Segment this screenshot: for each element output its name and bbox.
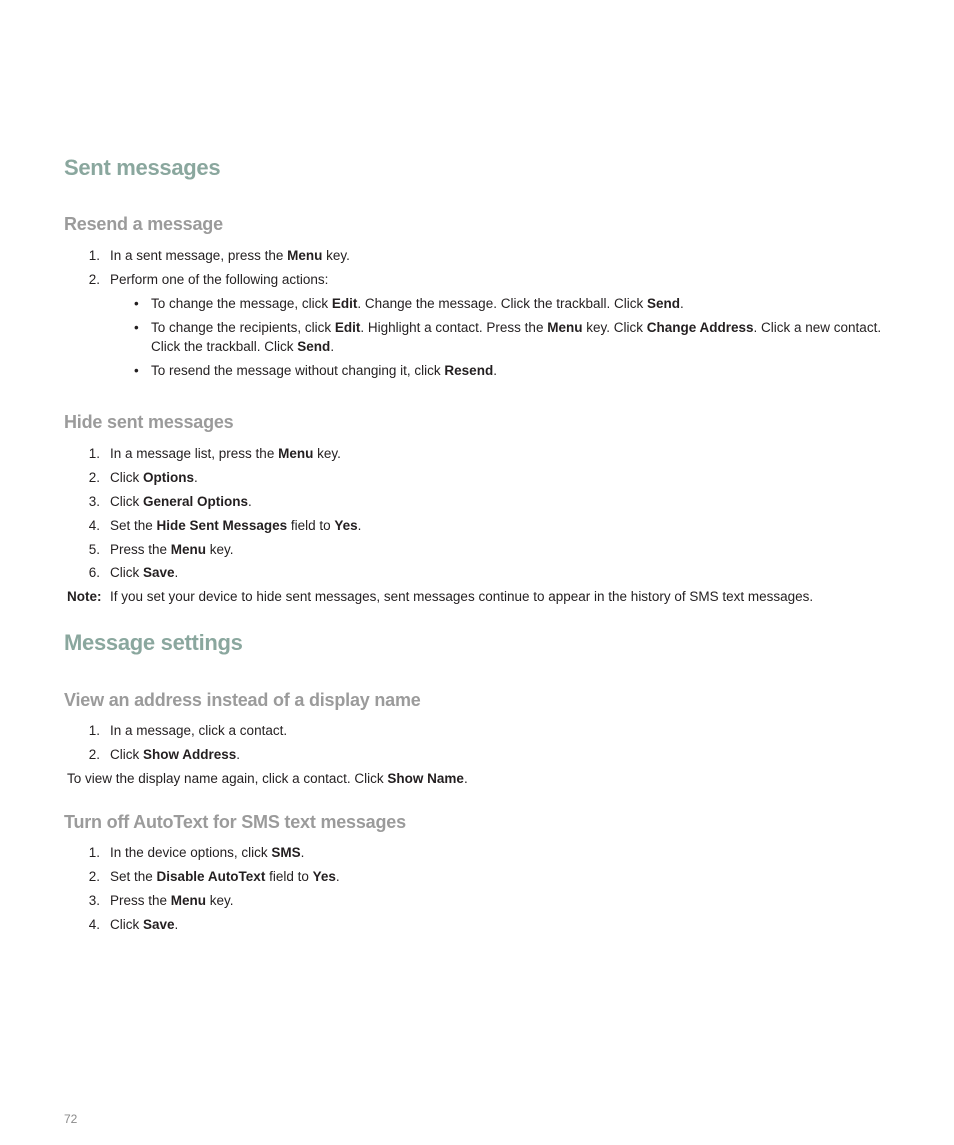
note-label: Note: (67, 589, 102, 604)
step-text: Click General Options. (110, 494, 252, 509)
bullet-glyph: • (134, 320, 139, 335)
step-text: Click Save. (110, 565, 179, 580)
step-number: 2. (88, 272, 100, 287)
step-text: Press the Menu key. (110, 542, 234, 557)
step-text: Perform one of the following actions: (110, 272, 329, 287)
step-number: 3. (88, 893, 100, 908)
step-text: In a message, click a contact. (110, 723, 288, 738)
step-number: 1. (88, 723, 100, 738)
step-number: 1. (88, 248, 100, 263)
step-number: 3. (88, 494, 100, 509)
section-title-sent-messages: Sent messages (64, 155, 221, 180)
bullet-text: To change the recipients, click Edit. Highlight a contact. Press the Menu key. Click Change Address. Click a new contact. (151, 320, 882, 335)
step-number: 4. (88, 518, 100, 533)
subsection-title-turn-off-autotext: Turn off AutoText for SMS text messages (64, 812, 406, 832)
bullet-glyph: • (134, 363, 139, 378)
step-number: 6. (88, 565, 100, 580)
step-number: 1. (88, 446, 100, 461)
bullet-text: Click the trackball. Click Send. (151, 339, 335, 354)
step-number: 2. (88, 470, 100, 485)
step-text: Click Show Address. (110, 747, 241, 762)
page-number: 72 (64, 1112, 78, 1126)
step-number: 2. (88, 747, 100, 762)
step-text: Press the Menu key. (110, 893, 234, 908)
step-text: Click Options. (110, 470, 198, 485)
step-text: Click Save. (110, 917, 179, 932)
note-text: If you set your device to hide sent messages, sent messages continue to appear in the history of SMS text messages. (110, 589, 814, 604)
step-number: 5. (88, 542, 100, 557)
step-text: Set the Hide Sent Messages field to Yes. (110, 518, 362, 533)
bullet-text: To resend the message without changing it, click Resend. (151, 363, 497, 378)
bullet-text: To change the message, click Edit. Change the message. Click the trackball. Click Send. (151, 296, 684, 311)
bullet-glyph: • (134, 296, 139, 311)
step-number: 2. (88, 869, 100, 884)
step-number: 4. (88, 917, 100, 932)
step-text: Set the Disable AutoText field to Yes. (110, 869, 340, 884)
step-number: 1. (88, 845, 100, 860)
subsection-title-resend-a-message: Resend a message (64, 214, 223, 234)
subsection-title-hide-sent-messages: Hide sent messages (64, 412, 234, 432)
subsection-title-view-address: View an address instead of a display name (64, 690, 421, 710)
followup-text: To view the display name again, click a contact. Click Show Name. (67, 771, 468, 786)
step-text: In a message list, press the Menu key. (110, 446, 341, 461)
section-title-message-settings: Message settings (64, 630, 243, 655)
step-text: In the device options, click SMS. (110, 845, 305, 860)
step-text: In a sent message, press the Menu key. (110, 248, 350, 263)
